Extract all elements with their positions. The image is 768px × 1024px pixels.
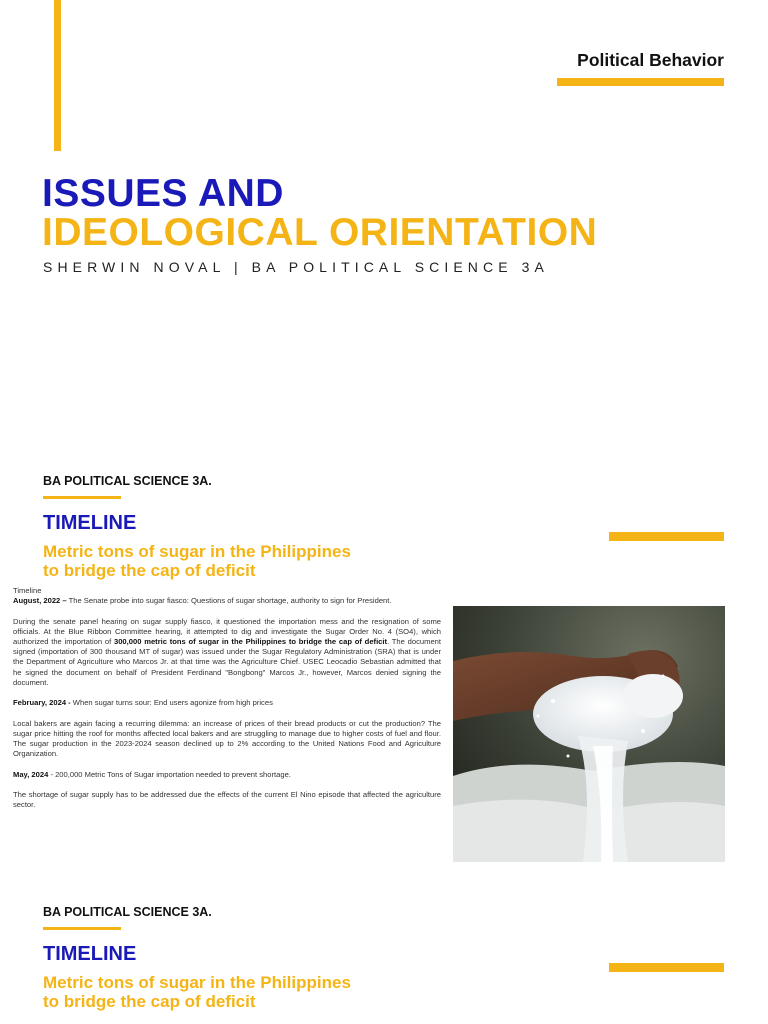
- section-subtitle: [43, 974, 351, 1011]
- paragraph-text: When sugar turns sour: End users agonize from high prices: [70, 698, 273, 708]
- author-line: SHERWIN NOVAL | BA POLITICAL SCIENCE 3A: [43, 259, 549, 275]
- emphasis-text: 300,000 metric tons of sugar in the Philippines to bridge the cap of deficit: [113, 637, 388, 646]
- section-label: BA POLITICAL SCIENCE 3A.: [43, 474, 212, 488]
- category-label: Political Behavior: [577, 50, 724, 70]
- paragraph-august-2022: [13, 596, 441, 606]
- date-label: February, 2024 -: [13, 698, 71, 708]
- paragraph-text: - 200,000 Metric Tons of Sugar importation needed to prevent shortage.: [48, 769, 291, 779]
- section-subtitle-line-1: Metric tons of sugar in the Philippines: [43, 542, 351, 561]
- section-title: TIMELINE: [43, 512, 137, 534]
- section-subtitle-line-2: to bridge the cap of deficit: [43, 560, 256, 580]
- paragraph-february-2024: [13, 698, 441, 708]
- paragraph-shortage: The shortage of sugar supply has to be addressed due the effects of the current El Nino episode that affected the agriculture sector.: [13, 789, 441, 810]
- section-underline: [43, 927, 121, 930]
- section-subtitle-line-2: to bridge the cap of deficit: [43, 991, 256, 1011]
- section-subtitle: [43, 543, 351, 580]
- paragraph-text: . The document signed (importation of 300 thousand MT of sugar) was issued under the Sugar Regulatory Administration (SRA) that is under the Department of Agriculture who Marcos Jr. at that time was the Agriculture Chief. USEC Leocadio Sebastian admitted that he signed the document on behalf of President Ferdinand "Bongbong" Marcos Jr., however, Marcos denied signing the document.: [13, 637, 441, 687]
- date-label: August, 2022 –: [13, 596, 67, 606]
- timeline-label: Timeline: [13, 586, 42, 595]
- section-underline: [43, 496, 121, 499]
- decorative-right-bar: [609, 532, 724, 541]
- category-underline: [557, 78, 724, 86]
- paragraph-text: The Senate probe into sugar fiasco: Questions of sugar shortage, authority to sign for President.: [66, 596, 392, 606]
- section-title: TIMELINE: [43, 943, 137, 965]
- hand-holding-sugar-image: [453, 606, 725, 862]
- title-line-1: ISSUES AND: [42, 172, 284, 215]
- decorative-vertical-bar: [54, 0, 61, 151]
- section-subtitle-line-1: Metric tons of sugar in the Philippines: [43, 973, 351, 992]
- paragraph-senate-hearing: [13, 617, 441, 688]
- article-body: [13, 586, 441, 821]
- paragraph-may-2024: [13, 770, 441, 780]
- paragraph-local-bakers: Local bakers are again facing a recurring dilemma: an increase of prices of their bread products or cut the production? The sugar price hitting the roof for months affected local bakers and are struggling to manage due to higher costs of fuel and flour. The sugar production in the 2023-2024 season declined up to 2% according to the United Nations Food and Agriculture Organization.: [13, 718, 441, 759]
- paragraph-text: During the senate panel hearing on sugar supply fiasco, it questioned the importation mess and the resignation of some officials. At the Blue Ribbon Committee hearing, it attempted to dig and investigate the Sugar Order No. 4 (SO4), which authorized the importation of: [13, 616, 441, 646]
- decorative-right-bar: [609, 963, 724, 972]
- section-label: BA POLITICAL SCIENCE 3A.: [43, 905, 212, 919]
- title-line-2: IDEOLOGICAL ORIENTATION: [42, 211, 598, 254]
- date-label: May, 2024: [13, 769, 49, 779]
